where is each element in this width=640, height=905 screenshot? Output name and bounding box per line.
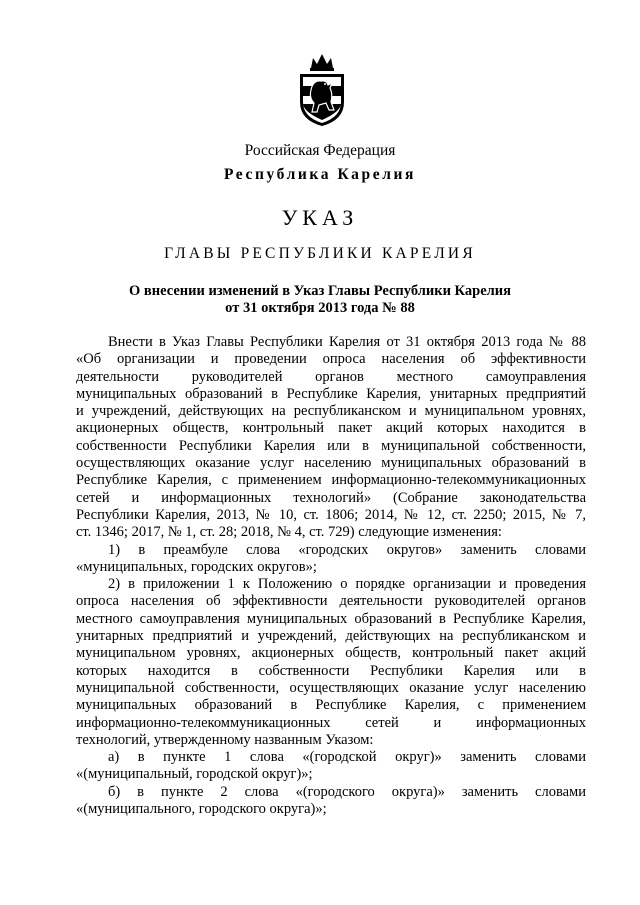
body-line: акционерных обществ, контрольный пакет акций которых находится в xyxy=(76,420,586,437)
issuing-authority: ГЛАВЫ РЕСПУБЛИКИ КАРЕЛИЯ xyxy=(164,245,476,262)
title-line: О внесении изменений в Указ Главы Республики Карелия xyxy=(129,283,511,299)
body-line: сетей и информационных технологий» (Собрание законодательства xyxy=(76,489,586,506)
body-line: которых находится в собственности Республики Карелия или в xyxy=(76,662,586,679)
body-line: «(муниципальный, городской округ)»; xyxy=(76,766,313,783)
body-line: собственности Республики Карелия или в муниципальной собственности, xyxy=(76,437,586,454)
country-name: Российская Федерация xyxy=(244,142,396,159)
body-line: ст. 1346; 2017, № 1, ст. 28; 2018, № 4, ст. 729) следующие изменения: xyxy=(76,524,502,541)
body-line: муниципальном уровнях, акционерных обществ, контрольный пакет акций xyxy=(76,645,586,662)
republic-name: Республика Карелия xyxy=(223,166,417,183)
document-title xyxy=(80,283,560,317)
body-line: муниципальных образований в Республике Карелия, унитарных предприятий xyxy=(76,385,586,402)
coat-of-arms-karelia-icon xyxy=(297,50,347,128)
body-line: «Об организации и проведении опроса населения об эффективности xyxy=(76,351,586,368)
body-line: осуществляющих оказание услуг населению муниципальных образований в xyxy=(76,455,586,472)
title-line: от 31 октября 2013 года № 88 xyxy=(225,300,415,316)
body-line: опроса населения об эффективности деятельности руководителей органов xyxy=(76,593,586,610)
body-line: муниципальной собственности, осуществляющих оказание услуг населению xyxy=(76,679,586,696)
document-body xyxy=(76,334,586,818)
body-line: а) в пункте 1 слова «(городской округ)» заменить словами xyxy=(108,749,586,766)
body-line: Внести в Указ Главы Республики Карелия от 31 октября 2013 года № 88 xyxy=(108,334,586,350)
body-line: технологий, утвержденному названным Указом: xyxy=(76,731,374,748)
body-line: муниципальных образований в Республике Карелия, с применением xyxy=(76,697,586,714)
body-line: б) в пункте 2 слова «(городского округа)» заменить словами xyxy=(108,783,586,800)
body-line: Республики Карелия, 2013, № 10, ст. 1806; 2014, № 12, ст. 2250; 2015, № 7, xyxy=(76,506,586,523)
body-line: унитарных предприятий и учреждений, действующих на республиканском и xyxy=(76,628,586,645)
document-type: УКАЗ xyxy=(281,205,359,230)
body-line: Республике Карелия, с применением информационно-телекоммуникационных xyxy=(76,472,586,489)
body-line: информационно-телекоммуникационных сетей и информационных xyxy=(76,714,586,731)
body-line: 1) в преамбуле слова «городских округов» заменить словами xyxy=(108,541,586,558)
body-line: деятельности руководителей органов местного самоуправления xyxy=(76,368,586,385)
body-line: «(муниципального, городского округа)»; xyxy=(76,801,327,818)
body-line: местного самоуправления муниципальных образований в Республике Карелия, xyxy=(76,610,586,627)
body-line: и учреждений, действующих на республиканском и муниципальном уровнях, xyxy=(76,403,586,420)
body-line: «муниципальных, городских округов»; xyxy=(76,558,317,575)
body-line: 2) в приложении 1 к Положению о порядке организации и проведения xyxy=(108,576,586,593)
